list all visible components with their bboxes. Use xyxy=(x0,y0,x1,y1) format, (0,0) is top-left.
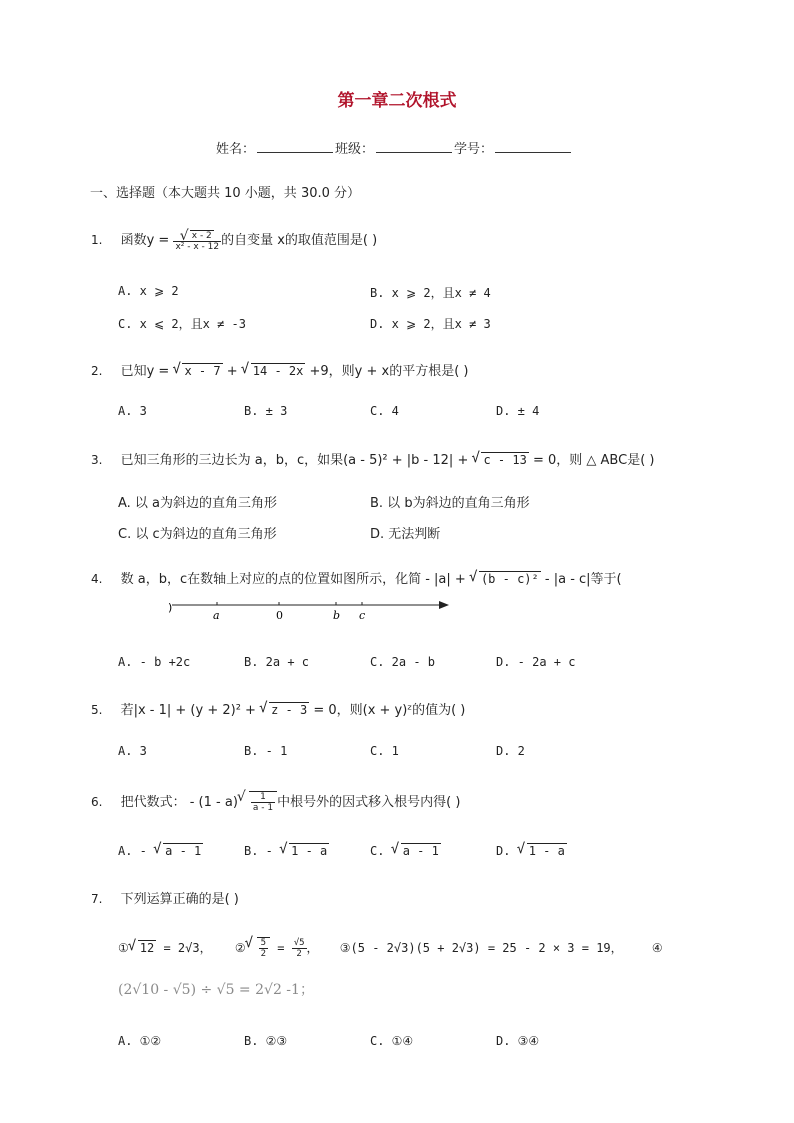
question-stem: 已知y = √ x - 7 + √ 14 - 2x +9，则y + x的平方根是( ) xyxy=(121,364,469,379)
name-blank xyxy=(257,140,333,153)
id-blank xyxy=(495,140,571,153)
question-number: 1. xyxy=(91,233,103,247)
q1-option-d[interactable]: D. x ⩾ 2，且x ≠ 3 xyxy=(370,317,491,331)
question-2: 2. 已知y = √ x - 7 + √ 14 - 2x +9，则y + x的平方根是( ) xyxy=(91,360,468,379)
class-blank xyxy=(376,140,452,153)
question-stem: 下列运算正确的是( ) xyxy=(120,892,239,907)
svg-text:): ) xyxy=(168,601,173,614)
q3-option-a[interactable]: A. 以 a为斜边的直角三角形 xyxy=(118,496,278,511)
id-label: 学号： xyxy=(454,142,494,157)
fraction: √ $\frac{x - 2}{\text{x² - x - 12}}$ xyxy=(173,230,221,252)
q5-option-d[interactable]: D. 2 xyxy=(496,744,525,758)
q6-option-a[interactable]: A. - √ a - 1 xyxy=(118,843,203,858)
q2-option-b[interactable]: B. ± 3 xyxy=(244,404,288,418)
axis-label-0: 0 xyxy=(276,609,283,622)
q6-option-b[interactable]: B. - √ 1 - a xyxy=(244,843,329,858)
question-stem: 已知三角形的三边长为 a，b，c，如果(a - 5)² + |b - 12| + √ c - 13 = 0，则 △ ABC是( ) xyxy=(121,453,655,468)
section-heading: 一、选择题（本大题共 10 小题，共 30.0 分） xyxy=(90,186,361,201)
expr-3: ③(5 - 2√3)(5 + 2√3) = 25 - 2 × 3 = 19， xyxy=(339,941,623,955)
question-6: 6. 把代数式： - (1 - a) √ $\frac{1}{a - 1}$ 中根号外的因式移入根号内得( ) xyxy=(91,791,460,813)
name-label: 姓名： xyxy=(216,142,256,157)
page-title: 第一章二次根式 xyxy=(337,91,457,111)
q1-option-a[interactable]: A. x ⩾ 2 xyxy=(118,284,179,298)
q4-option-b[interactable]: B. 2a + c xyxy=(244,655,310,669)
expr-4-marker: ④ xyxy=(651,941,663,955)
question-3: 3. 已知三角形的三边长为 a，b，c，如果(a - 5)² + |b - 12| + √ c - 13 = 0，则 △ ABC是( ) xyxy=(91,449,654,468)
expr-2: ② √ $\frac{5}{2}$ = $\frac{√5}{2}$ ， xyxy=(235,941,319,955)
q7-option-d[interactable]: D. ③④ xyxy=(496,1034,540,1048)
expr-4: (2√10 - √5) ÷ √5 = 2√2 -1； xyxy=(118,982,314,998)
q5-option-c[interactable]: C. 1 xyxy=(370,744,399,758)
student-info-line xyxy=(216,138,573,157)
class-label: 班级： xyxy=(335,142,375,157)
q7-option-c[interactable]: C. ①④ xyxy=(370,1034,414,1048)
question-1 xyxy=(91,229,377,252)
q4-option-d[interactable]: D. - 2a + c xyxy=(496,655,576,669)
question-7: 7. 下列运算正确的是( ) xyxy=(91,892,239,907)
q3-option-b[interactable]: B. 以 b为斜边的直角三角形 xyxy=(370,496,530,511)
q2-option-a[interactable]: A. 3 xyxy=(118,404,147,418)
q1-option-c[interactable]: C. x ⩽ 2，且x ≠ -3 xyxy=(118,317,246,331)
q6-option-d[interactable]: D. √ 1 - a xyxy=(496,843,567,858)
q1-option-b[interactable]: B. x ⩾ 2，且x ≠ 4 xyxy=(370,286,491,300)
question-stem: 数 a，b，c在数轴上对应的点的位置如图所示，化简 - |a| + √ (b - c)² - |a - c|等于( xyxy=(121,572,622,587)
q2-option-c[interactable]: C. 4 xyxy=(370,404,399,418)
q7-expressions xyxy=(118,937,663,959)
expr-1: ①√ 12 = 2√3， xyxy=(118,941,212,955)
q3-option-c[interactable]: C. 以 c为斜边的直角三角形 xyxy=(118,527,277,542)
question-stem: 若|x - 1| + (y + 2)² + √ z - 3 = 0，则(x + y)ᶻ的值为( ) xyxy=(121,703,466,718)
question-4: 4. 数 a，b，c在数轴上对应的点的位置如图所示，化简 - |a| + √ (b - c)² - |a - c|等于( xyxy=(91,568,622,587)
q5-option-b[interactable]: B. - 1 xyxy=(244,744,288,758)
question-stem: 把代数式： - (1 - a) √ $\frac{1}{a - 1}$ 中根号外的因式移入根号内得( ) xyxy=(121,795,461,810)
q6-option-c[interactable]: C. √ a - 1 xyxy=(370,843,441,858)
q3-option-d[interactable]: D. 无法判断 xyxy=(370,527,441,542)
q4-option-a[interactable]: A. - b +2c xyxy=(118,655,191,669)
q2-option-d[interactable]: D. ± 4 xyxy=(496,404,540,418)
axis-label-a: a xyxy=(213,609,220,622)
axis-label-c: c xyxy=(359,609,366,622)
q7-option-a[interactable]: A. ①② xyxy=(118,1034,162,1048)
question-5: 5. 若|x - 1| + (y + 2)² + √ z - 3 = 0，则(x + y)ᶻ的值为( ) xyxy=(91,699,465,718)
question-stem: 函数y = √ $\frac{x - 2}{\text{x² - x - 12}}$ 的自变量 x的取值范围是( ) xyxy=(121,233,378,248)
axis-label-b: b xyxy=(333,609,341,622)
q7-option-b[interactable]: B. ②③ xyxy=(244,1034,288,1048)
arrow-head xyxy=(439,601,449,609)
q4-option-c[interactable]: C. 2a - b xyxy=(370,655,436,669)
q5-option-a[interactable]: A. 3 xyxy=(118,744,147,758)
number-line xyxy=(160,594,460,624)
